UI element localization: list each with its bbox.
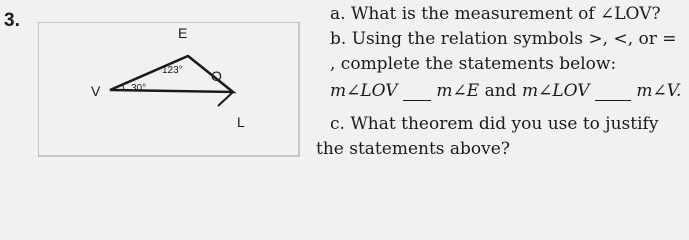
vertex-l-label: L bbox=[237, 114, 245, 130]
question-a: a. What is the measurement of ∠LOV? bbox=[330, 4, 661, 24]
blank-2[interactable] bbox=[595, 83, 631, 101]
vertex-e-label: E bbox=[178, 25, 188, 41]
triangle-diagram bbox=[38, 22, 300, 157]
figure-border bbox=[38, 22, 299, 156]
angle-v-label: 30° bbox=[131, 83, 147, 94]
triangle-figure bbox=[38, 22, 300, 157]
statements-line bbox=[330, 83, 681, 101]
angle-e-label: 123° bbox=[162, 65, 183, 76]
statement-join: and bbox=[484, 81, 517, 101]
statement1-left: m∠LOV bbox=[330, 81, 398, 101]
question-c-line1: c. What theorem did you use to justify bbox=[330, 114, 659, 134]
problem-number: 3. bbox=[4, 10, 20, 31]
statement1-right: m∠E bbox=[436, 81, 480, 101]
blank-1[interactable] bbox=[403, 83, 431, 101]
extension-to-l bbox=[218, 92, 233, 106]
question-b-line2: , complete the statements below: bbox=[330, 54, 617, 74]
statement2-left: m∠LOV bbox=[521, 81, 590, 101]
vertex-o-label: O bbox=[211, 68, 222, 84]
statement2-right: m∠V. bbox=[636, 81, 682, 101]
question-b-line1: b. Using the relation symbols >, <, or = bbox=[330, 29, 677, 49]
question-c-line2: the statements above? bbox=[316, 139, 510, 159]
vertex-v-label: V bbox=[91, 83, 101, 99]
